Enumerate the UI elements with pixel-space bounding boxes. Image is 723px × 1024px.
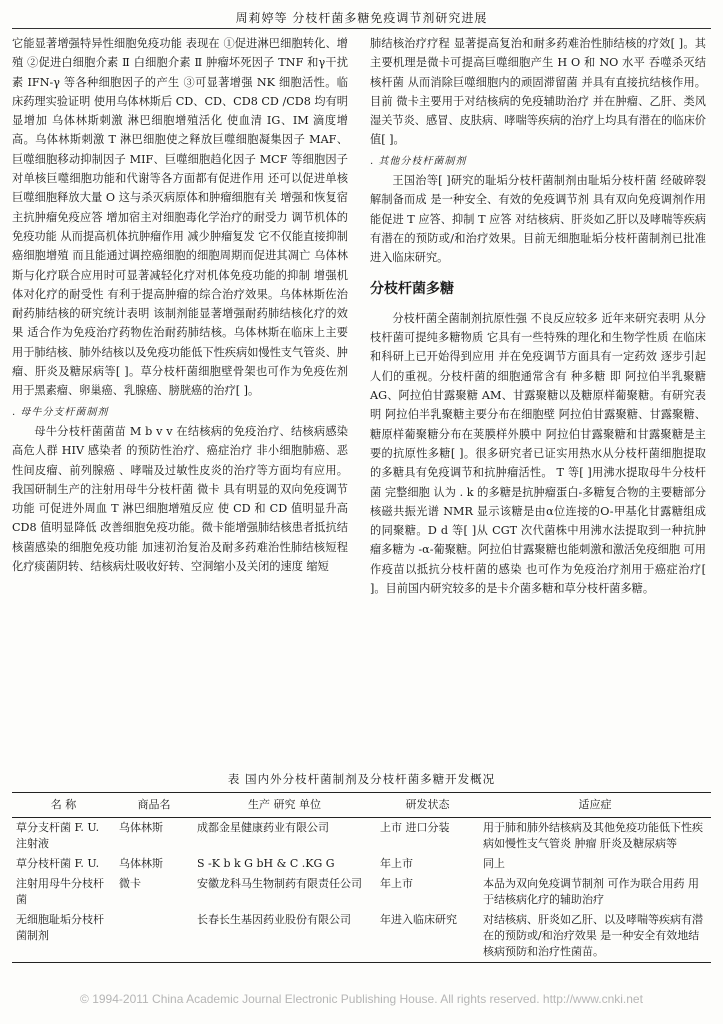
col-header-status: 研发状态 xyxy=(376,793,479,818)
cell-brand: 乌体林斯 xyxy=(119,821,163,834)
cell-indication: 用于肺和肺外结核病及其他免疫功能低下性疾病如慢性支气管炎 肿瘤 肝炎及糖尿病等 xyxy=(483,821,703,850)
cell-status: 年上市 xyxy=(380,857,413,870)
table-row xyxy=(12,854,711,874)
col-header-name: 名 称 xyxy=(12,793,115,818)
col-header-brand: 商品名 xyxy=(115,793,193,818)
table-row xyxy=(12,874,711,910)
table-caption: 表 国内外分枝杆菌制剂及分枝杆菌多糖开发概况 xyxy=(227,772,496,786)
cell-brand: 乌体林斯 xyxy=(119,857,163,870)
left-paragraph-2: 母牛分枝杆菌菌苗 M b v v 在结核病的免疫治疗、结核病感染高危人群 HIV 感染者 的预防性治疗、癌症治疗 非小细胞肺癌、恶性间皮瘤、前列腺癌 、哮喘及过敏性皮炎的治疗等方面均有应用。我国研制生产的注射用母牛分枝杆菌 微卡 具有明显的双向免疫调节功能 可促进外周血 T 淋巴细胞增殖反应 使 CD 和 CD 值明显升高 CD8 值明显降低 改善细胞免疫功能。微卡能增强肺结核患者抵抗结核菌感染的细胞免疫功能 加速初治复治及耐多药难治性肺结核短程化疗痰菌阴转、结核病灶吸收好转、空洞缩小及关闭的速度 缩短 xyxy=(12,424,348,574)
cell-indication: 本品为双向免疫调节制剂 可作为联合用药 用于结核病化疗的辅助治疗 xyxy=(483,877,699,906)
col-header-indication: 适应症 xyxy=(479,793,711,818)
cell-status: 上市 进口分装 xyxy=(380,821,450,834)
right-column xyxy=(370,34,706,598)
copyright-watermark: © 1994-2011 China Academic Journal Electronic Publishing House. All rights reserved. http://www.cnki.net xyxy=(80,992,643,1006)
left-column xyxy=(12,34,348,576)
running-header: 周莉婷等 分枝杆菌多糖免疫调节剂研究进展 xyxy=(235,11,488,25)
left-subheading: . 母牛分支杆菌制剂 xyxy=(12,406,109,418)
cell-indication: 对结核病、肝炎如乙肝、以及哮喘等疾病有潜在的预防或/和治疗效果 是一种安全有效地结核病预防和治疗性菌苗。 xyxy=(479,910,711,963)
cell-name: 无细胞耻垢分枝杆菌制剂 xyxy=(12,910,115,963)
table-row xyxy=(12,910,711,963)
table-header-row xyxy=(12,793,711,818)
cell-producer: 安徽龙科马生物制药有限责任公司 xyxy=(197,877,362,890)
right-paragraph-2: 王国治等[ ]研究的耻垢分枝杆菌制剂由耻垢分枝杆菌 经破碎裂解制备而成 是一种安全、有效的免疫调节剂 具有双向免疫调剂作用 能促进 T 应答、抑制 T 应答 对结核病、肝炎如乙肝以及哮喘等疾病有潜在的预防或/和治疗效果。目前无细胞耻垢分枝杆菌制剂已批准进入临床研究。 xyxy=(370,174,706,265)
left-paragraph-1: 它能显著增强特异性细胞免疫功能 表现在 ①促进淋巴细胞转化、增殖 ②促进白细胞介素 Ⅱ 白细胞介素 Ⅱ 肿瘤坏死因子 TNF 和γ干扰素 IFN-γ 等各种细胞因子的产生 ③可显著增强 NK 细胞活性。临床药理实验证明 使用乌体林斯后 CD、CD、CD8 CD /CD8 均有明显增加 乌体林斯刺激 淋巴细胞增殖活化 使血清 IG、IM 滴度增高。乌体林斯刺激 T 淋巴细胞使之释放巨噬细胞凝集因子 MAF、巨噬细胞移动抑制因子 MIF、巨噬细胞趋化因子 MCF 等细胞因子 对单核巨噬细胞功能和代谢等各方面都有促进作用 还可以促进单核巨噬细胞释放大量 O 这与杀灭病原体和肿瘤细胞有关 增强和恢复宿主抗肿瘤免疫应答 增加宿主对细胞毒化学治疗的耐受力 调节机体的免疫功能 从而提高机体抗肿瘤作用 减少肿瘤复发 它不仅能直接抑制癌细胞增殖 而且能通过调控癌细胞的细胞周期而促进其凋亡 乌体林斯与化疗联合应用时可显著减轻化疗对机体免疫功能的抑制 增强机体对化疗的耐受性 有利于提高肿瘤的综合治疗效果。乌体林斯佐治耐药肺结核的研究统计表明 该制剂能显著增强耐药肺结核化疗的效果 适合作为免疫治疗药物佐治耐药肺结核。乌体林斯在临床上主要用于肺结核、肺外结核以及免疫功能低下性疾病如慢性支气管炎、肿瘤、肝炎及糖尿病等[ ]。草分枝杆菌细胞壁骨架也可作为免疫佐剂用于黑素瘤、卵巢癌、乳腺癌、膀胱癌的治疗[ ]。 xyxy=(12,37,348,398)
cell-producer: 成都金星健康药业有限公司 xyxy=(197,821,329,834)
cell-status: 年上市 xyxy=(380,877,413,890)
cell-brand xyxy=(115,910,193,963)
right-paragraph-3: 分枝杆菌全菌制剂抗原性强 不良反应较多 近年来研究表明 从分枝杆菌可提纯多糖物质 它具有一些特殊的理化和生物学性质 在临床和科研上已开始得到应用 并在免疫调节方面具有一定药效 逐步引起人们的重视。分枝杆菌的细胞通常含有 种多糖 即 阿拉伯半乳聚糖 AG、阿拉伯甘露聚糖 AM、甘露聚糖以及糖原样葡聚糖。有研究表明 阿拉伯半乳聚糖主要分布在细胞壁 阿拉伯甘露聚糖、甘露聚糖、糖原样葡聚糖分布在荚膜样外膜中 阿拉伯甘露聚糖和甘露聚糖是主要的抗原性多糖[ ]。很多研究者已证实用热水从分枝杆菌细胞提取的多糖具有免疫调节和抗肿瘤活性。 T 等[ ]用沸水提取母牛分枝杆菌 完整细胞 认为 . k 的多糖是抗肿瘤蛋白-多糖复合物的主要糖部分 核磁共振光谱 NMR 显示该糖是由α位连接的O-甲基化甘露糖组成的同聚糖。D d 等[ ]从 CGT 次代菌株中用沸水法提取到一种抗肿瘤多糖为 -α-葡聚糖。阿拉伯甘露聚糖也能刺激和激活免疫细胞 可用作疫苗以抵抗分枝杆菌的感染 也可作为免疫治疗剂用于癌症治疗[ ]。目前国内研究较多的是卡介菌多糖和草分枝杆菌多糖。 xyxy=(370,311,706,596)
cell-name: 草分枝杆菌 F. U. xyxy=(16,857,100,870)
cell-name: 草分支杆菌 F. U. 注射液 xyxy=(16,821,100,850)
preparations-table xyxy=(12,792,711,963)
cell-producer: S -K b k G bH & C .KG G xyxy=(197,857,335,870)
header-rule xyxy=(12,28,711,29)
cell-status: 年进入临床研究 xyxy=(376,910,479,963)
section-title: 分枝杆菌多糖 xyxy=(370,280,454,297)
right-paragraph-1: 肺结核治疗疗程 显著提高复治和耐多药难治性肺结核的疗效[ ]。其主要机理是微卡可提高巨噬细胞产生 H O 和 NO 水平 吞噬杀灭结核杆菌 从而消除巨噬细胞内的顽固滞留菌 并具有直接抗结核作用。目前 微卡主要用于对结核病的免疫辅助治疗 并在肿瘤、乙肝、类风湿关节炎、感冒、皮肤病、哮喘等疾病的治疗上均具有潜在的临床价值[ ]。 xyxy=(370,37,706,147)
cell-name: 注射用母牛分枝杆菌 xyxy=(16,877,104,906)
cell-brand: 微卡 xyxy=(119,877,141,890)
cell-indication: 同上 xyxy=(483,857,505,870)
cell-producer: 长春长生基因药业股份有限公司 xyxy=(193,910,376,963)
right-subheading: . 其他分枝杆菌制剂 xyxy=(370,155,467,167)
col-header-producer: 生产 研究 单位 xyxy=(193,793,376,818)
table-row xyxy=(12,818,711,855)
